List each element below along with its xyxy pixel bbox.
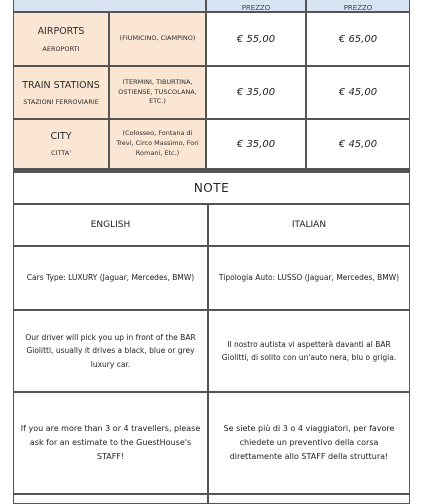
note-it-cell-2 — [208, 310, 410, 392]
city-price-2: € 45,00 — [338, 138, 378, 150]
city-name: CITY — [50, 131, 72, 142]
note-en-2: Our driver will pick you up in front of the BAR Giolitti, usually it drives a black, blue or grey luxury car. — [25, 333, 196, 369]
airports-name: AIRPORTS — [37, 25, 85, 37]
note-en-cell-2 — [13, 310, 208, 392]
city-detail-cell — [109, 119, 206, 169]
price-header-2-label: PREZZO — [343, 4, 373, 12]
train-price-1-cell — [206, 66, 306, 119]
city-sub: CITTA' — [50, 149, 71, 157]
note-it-cell-3 — [208, 392, 410, 494]
airports-price-2: € 65,00 — [338, 33, 378, 45]
next-row-left — [13, 494, 208, 504]
airports-detail: (FIUMICINO, CIAMPINO) — [119, 34, 196, 43]
city-price-1: € 35,00 — [236, 138, 276, 150]
note-it-1: Tipologia Auto: LUSSO (Jaguar, Mercedes, BMW) — [218, 273, 400, 283]
note-it-2: Il nostro autista vi aspetterà davanti al BAR Giolitti, di solito con un'auto nera, blu o grigia. — [221, 339, 397, 362]
english-header-cell — [13, 204, 208, 246]
note-en-1: Cars Type: LUXURY (Jaguar, Mercedes, BMW) — [26, 273, 195, 283]
header-left-blank — [13, 0, 206, 12]
train-price-2-cell — [306, 66, 410, 119]
english-header: ENGLISH — [90, 220, 131, 230]
airports-price-1-cell — [206, 12, 306, 66]
train-name-cell — [13, 66, 109, 119]
train-price-2: € 45,00 — [338, 87, 378, 98]
note-title: NOTE — [193, 181, 230, 195]
italian-header: ITALIAN — [291, 220, 327, 230]
airports-price-1: € 55,00 — [236, 33, 276, 45]
city-detail: (Colosseo, Fontana di Trevi, Circo Massimo, Fori Romani, Etc.) — [116, 129, 199, 157]
price-header-1-label: PREZZO — [241, 4, 271, 12]
note-en-3: If you are more than 3 or 4 travellers, please ask for an estimate to the GuestHouse's STAFF! — [20, 424, 201, 461]
price-header-2 — [306, 0, 410, 12]
airports-detail-cell — [109, 12, 206, 66]
note-it-3: Se siete più di 3 o 4 viaggiatori, per favore chiedete un preventivo della corsa direttamente allo STAFF della struttura! — [223, 424, 395, 461]
airports-name-cell — [13, 12, 109, 66]
city-price-2-cell — [306, 119, 410, 169]
next-row-right — [208, 494, 410, 504]
train-detail-cell — [109, 66, 206, 119]
italian-header-cell — [208, 204, 410, 246]
note-title-cell — [13, 172, 410, 204]
train-name: TRAIN STATIONS — [22, 79, 100, 91]
note-en-cell-1 — [13, 246, 208, 310]
train-sub: STAZIONI FERROVIARIE — [23, 97, 99, 106]
note-it-cell-1 — [208, 246, 410, 310]
city-price-1-cell — [206, 119, 306, 169]
train-detail: (TERMINI, TIBURTINA, OSTIENSE, TUSCOLANA, ETC.) — [118, 77, 197, 106]
train-price-1: € 35,00 — [236, 87, 276, 98]
city-name-cell — [13, 119, 109, 169]
price-header-1 — [206, 0, 306, 12]
note-en-cell-3 — [13, 392, 208, 494]
airports-price-2-cell — [306, 12, 410, 66]
airports-sub: AEROPORTI — [42, 44, 80, 53]
